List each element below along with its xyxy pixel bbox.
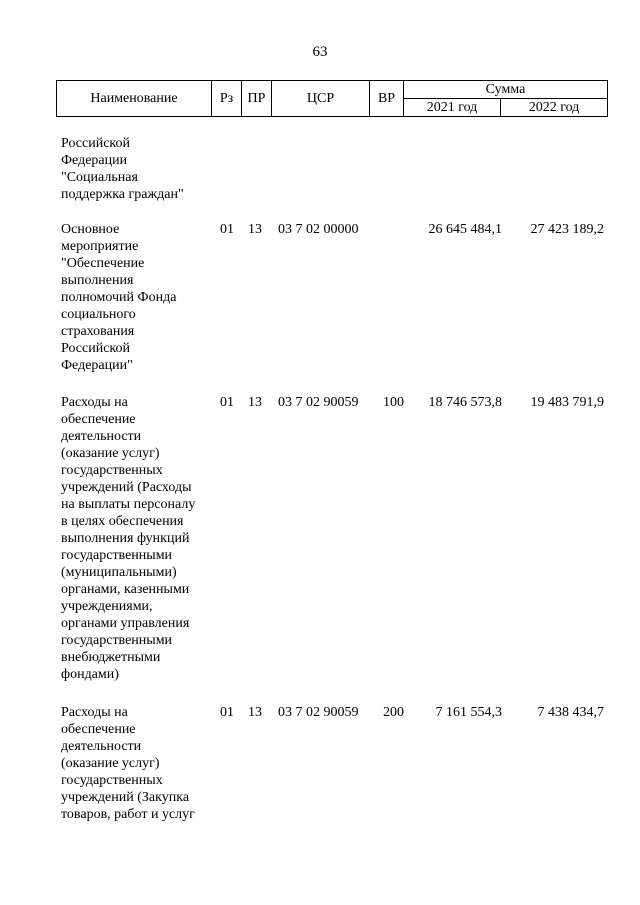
name-line: Расходы на	[61, 705, 128, 720]
name-line: мероприятие	[61, 239, 139, 254]
name-line: внебюджетными	[61, 650, 161, 665]
name-line: государственных	[61, 773, 163, 788]
name-line: деятельности	[61, 429, 142, 444]
name-line: обеспечение	[61, 412, 136, 427]
name-line: государственных	[61, 463, 163, 478]
name-line: выполнения функций	[61, 531, 190, 546]
cell-rz: 01	[220, 395, 234, 410]
cell-csr: 03 7 02 00000	[278, 222, 359, 237]
name-line: страхования	[61, 324, 135, 339]
name-line: выполнения	[61, 273, 134, 288]
name-line: Федерации	[61, 153, 128, 168]
name-line: "Обеспечение	[61, 256, 145, 271]
name-line: учреждениями,	[61, 599, 153, 614]
name-line: учреждений (Закупка	[61, 790, 190, 805]
name-line: (оказание услуг)	[61, 446, 160, 461]
cell-csr: 03 7 02 90059	[278, 705, 359, 720]
cell-sum-2021: 7 161 554,3	[435, 705, 502, 720]
name-line: полномочий Фонда	[61, 290, 177, 305]
cell-pr: 13	[248, 395, 262, 410]
header-year-2021: 2021 год	[404, 99, 501, 117]
name-line: на выплаты персоналу	[61, 497, 196, 512]
name-line: Российской	[61, 136, 130, 151]
cell-sum-2021: 18 746 573,8	[428, 395, 502, 410]
cell-sum-2022: 7 438 434,7	[537, 705, 604, 720]
name-line: "Социальная	[61, 170, 138, 185]
row-name	[61, 135, 211, 203]
cell-pr: 13	[248, 222, 262, 237]
cell-sum-2022: 27 423 189,2	[530, 222, 604, 237]
header-csr: ЦСР	[272, 81, 370, 117]
name-line: Расходы на	[61, 395, 128, 410]
name-line: товаров, работ и услуг	[61, 807, 195, 822]
header-vr: ВР	[370, 81, 404, 117]
name-line: органами управления	[61, 616, 190, 631]
name-line: фондами)	[61, 667, 119, 682]
page-number: 63	[312, 44, 328, 60]
header-rz: Рз	[212, 81, 242, 117]
cell-csr: 03 7 02 90059	[278, 395, 359, 410]
name-line: Основное	[61, 222, 120, 237]
name-line: обеспечение	[61, 722, 136, 737]
header-name: Наименование	[57, 81, 212, 117]
row-name	[61, 394, 211, 683]
header-pr: ПР	[242, 81, 272, 117]
cell-rz: 01	[220, 222, 234, 237]
name-line: в целях обеспечения	[61, 514, 184, 529]
header-sum: Сумма	[404, 81, 608, 99]
name-line: органами, казенными	[61, 582, 190, 597]
name-line: (муниципальными)	[61, 565, 177, 580]
name-line: социального	[61, 307, 136, 322]
cell-pr: 13	[248, 705, 262, 720]
name-line: Российской	[61, 341, 130, 356]
name-line: (оказание услуг)	[61, 756, 160, 771]
cell-sum-2022: 19 483 791,9	[530, 395, 604, 410]
cell-vr: 200	[383, 705, 404, 720]
cell-vr: 100	[383, 395, 404, 410]
cell-sum-2021: 26 645 484,1	[428, 222, 502, 237]
header-year-2022: 2022 год	[501, 99, 608, 117]
name-line: Федерации"	[61, 358, 133, 373]
name-line: поддержка граждан"	[61, 187, 184, 202]
name-line: учреждений (Расходы	[61, 480, 192, 495]
row-name	[61, 704, 211, 823]
row-name	[61, 221, 211, 374]
name-line: государственными	[61, 633, 173, 648]
name-line: государственными	[61, 548, 173, 563]
table-header	[56, 80, 608, 117]
cell-rz: 01	[220, 705, 234, 720]
name-line: деятельности	[61, 739, 142, 754]
